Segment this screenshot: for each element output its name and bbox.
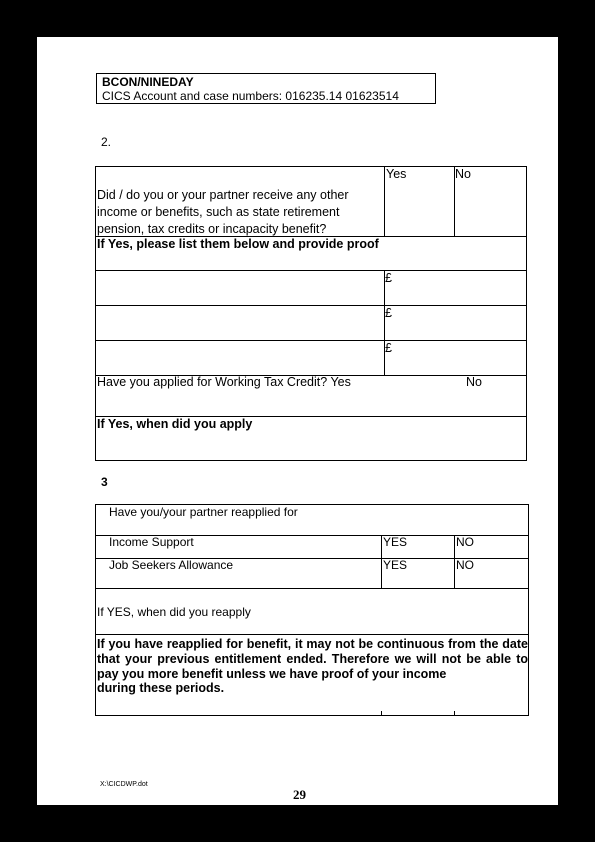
list-benefits-prompt: If Yes, please list them below and provide proof [97,237,379,251]
income-support-no: NO [456,535,474,549]
other-income-question-line-1: Did / do you or your partner receive any other [97,188,349,202]
reference-code: BCON/NINEDAY [102,75,194,89]
section-3-number: 3 [101,475,108,489]
benefit-notice-line-2: that your previous entitlement ended. Therefore we will not be able to [97,652,528,666]
no-column-label: No [455,167,471,181]
document-page [37,37,558,805]
currency-symbol: £ [385,306,392,320]
apply-date-prompt: If Yes, when did you apply [97,417,253,431]
account-numbers: CICS Account and case numbers: 016235.14 01623514 [102,89,399,103]
benefit-notice-line-4: during these periods. [97,681,225,695]
job-seekers-no: NO [456,558,474,572]
currency-symbol: £ [385,271,392,285]
reapply-date-prompt: If YES, when did you reapply [97,605,251,619]
job-seekers-yes: YES [383,558,408,572]
income-support-yes: YES [383,535,408,549]
page-number: 29 [293,787,306,802]
currency-symbol: £ [385,341,392,355]
working-tax-credit-question: Have you applied for Working Tax Credit? Yes [97,375,351,389]
section-2-number: 2. [101,135,112,149]
reapplied-question: Have you/your partner reapplied for [109,505,298,519]
benefit-notice-line-3: pay you more benefit unless we have proof of your income [97,667,447,681]
job-seekers-label: Job Seekers Allowance [109,558,234,572]
yes-column-label: Yes [386,167,407,181]
file-path: X:\CICDWP.dot [100,781,148,788]
other-income-question-line-3: pension, tax credits or incapacity benefit? [97,222,327,236]
working-tax-credit-no: No [466,375,482,389]
income-support-label: Income Support [109,535,194,549]
benefit-notice-line-1: If you have reapplied for benefit, it may not be continuous from the date [97,637,528,651]
other-income-question-line-2: income or benefits, such as state retirement [97,205,340,219]
